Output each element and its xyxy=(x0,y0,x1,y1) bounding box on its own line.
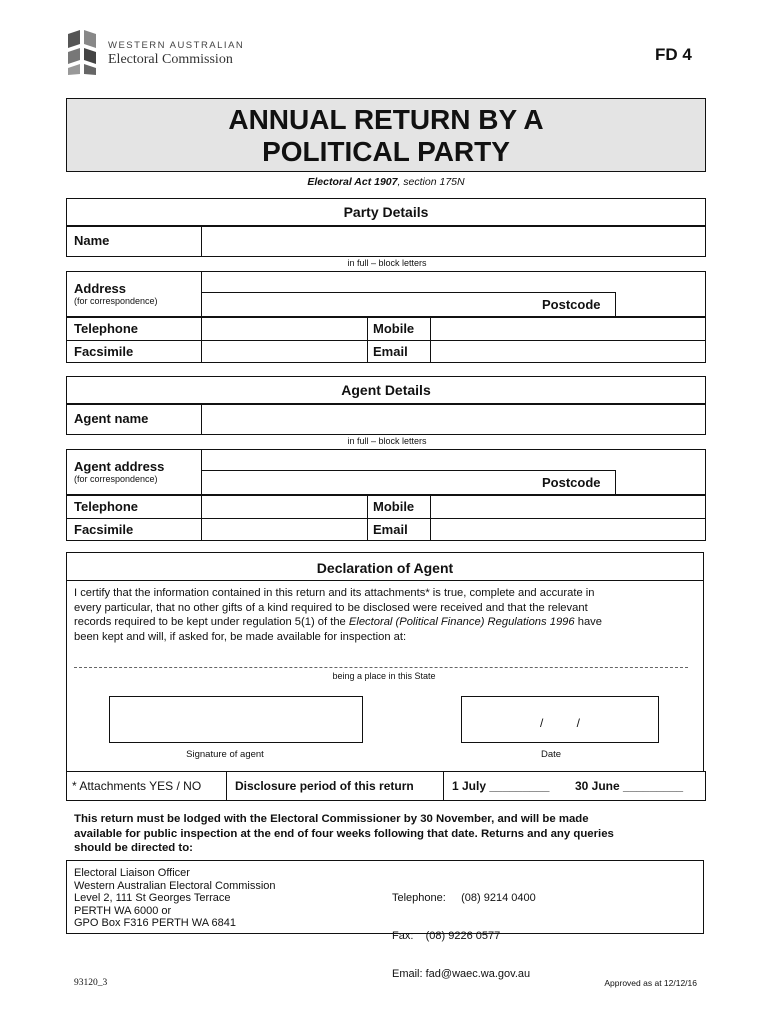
contact-fax: Fax: (08) 9226 0577 xyxy=(392,929,501,942)
agent-email-field[interactable] xyxy=(431,519,705,540)
party-postcode-field[interactable] xyxy=(616,293,705,316)
party-name-hint: in full – block letters xyxy=(347,258,427,268)
agent-details-heading: Agent Details xyxy=(341,382,431,398)
party-mobile-field[interactable] xyxy=(431,318,705,340)
declaration-line-3 xyxy=(74,615,698,630)
regulations-title: Electoral (Political Finance) Regulations 1996 xyxy=(348,616,575,629)
inspection-place-hint: being a place in this State xyxy=(332,671,436,681)
act-reference xyxy=(66,176,706,188)
page-title-line1: ANNUAL RETURN BY A xyxy=(228,104,544,135)
form-code: FD 4 xyxy=(655,45,692,64)
agent-postcode-field[interactable] xyxy=(616,471,705,494)
party-postcode-label: Postcode xyxy=(542,297,601,312)
party-mobile-label: Mobile xyxy=(373,321,415,336)
contact-address-line: Western Australian Electoral Commission xyxy=(74,879,276,892)
contact-address-line: GPO Box F316 PERTH WA 6841 xyxy=(74,917,237,930)
org-name-line1: WESTERN AUSTRALIAN xyxy=(108,40,245,51)
declaration-line-1: I certify that the information contained in this return and its attachments* is true, complete and accurate in xyxy=(74,587,595,599)
party-email-field[interactable] xyxy=(431,341,705,362)
waec-logo-icon xyxy=(68,30,98,75)
date-separators: / / xyxy=(539,716,580,730)
agent-facsimile-label: Facsimile xyxy=(74,522,134,537)
declaration-heading: Declaration of Agent xyxy=(316,560,454,576)
party-details-heading: Party Details xyxy=(343,204,429,220)
contact-address xyxy=(74,867,276,930)
signature-box[interactable] xyxy=(109,696,363,743)
declaration-line-3b: have xyxy=(574,616,602,629)
lodgement-notice xyxy=(74,812,704,856)
party-facsimile-field[interactable] xyxy=(202,341,367,362)
date-label: Date xyxy=(540,749,562,760)
party-telephone-field[interactable] xyxy=(202,318,367,340)
act-name: Electoral Act 1907 xyxy=(307,176,398,188)
party-telephone-label: Telephone xyxy=(74,321,139,336)
contact-numbers xyxy=(392,867,536,993)
party-email-label: Email xyxy=(373,344,408,359)
agent-telephone-field[interactable] xyxy=(202,496,367,518)
declaration-line-4: been kept and will, if asked for, be made available for inspection at: xyxy=(74,630,407,643)
declaration-line-3a: records required to be kept under regulation 5(1) of the xyxy=(74,616,349,629)
notice-line-1: This return must be lodged with the Electoral Commissioner by 30 November, and will be made xyxy=(74,813,589,825)
act-section: , section 175N xyxy=(397,176,465,188)
waec-logo xyxy=(68,30,98,75)
party-address-label: Address xyxy=(74,281,127,296)
declaration-text xyxy=(74,586,698,644)
party-name-field[interactable] xyxy=(202,227,705,256)
period-to[interactable]: 30 June _________ xyxy=(575,779,684,793)
notice-line-3: should be directed to: xyxy=(74,842,193,854)
signature-label: Signature of agent xyxy=(186,749,264,760)
contact-telephone: Telephone: (08) 9214 0400 xyxy=(392,892,536,905)
footer-approved: Approved as at 12/12/16 xyxy=(604,978,697,988)
agent-name-field[interactable] xyxy=(202,405,705,434)
agent-name-label: Agent name xyxy=(74,411,149,426)
inspection-place-field[interactable] xyxy=(74,652,688,668)
party-address-field[interactable] xyxy=(202,272,705,292)
contact-email[interactable]: Email: fad@waec.wa.gov.au xyxy=(392,967,531,980)
period-from[interactable]: 1 July _________ xyxy=(452,779,550,793)
notice-line-2: available for public inspection at the end of four weeks following that date. Returns and any queries xyxy=(74,827,614,840)
party-name-label: Name xyxy=(74,233,110,248)
agent-telephone-label: Telephone xyxy=(74,499,139,514)
contact-address-line: Electoral Liaison Officer xyxy=(74,867,190,879)
agent-mobile-label: Mobile xyxy=(373,499,415,514)
agent-facsimile-field[interactable] xyxy=(202,519,367,540)
attachments-yes-no[interactable]: * Attachments YES / NO xyxy=(72,779,202,793)
agent-mobile-field[interactable] xyxy=(431,496,705,518)
agent-address-field[interactable] xyxy=(202,450,705,470)
agent-address-sub: (for correspondence) xyxy=(74,474,158,484)
party-facsimile-label: Facsimile xyxy=(74,344,134,359)
agent-email-label: Email xyxy=(373,522,408,537)
agent-postcode-label: Postcode xyxy=(542,475,601,490)
contact-address-line: PERTH WA 6000 or xyxy=(74,904,172,917)
page-title-line2: POLITICAL PARTY xyxy=(262,136,510,167)
agent-name-hint: in full – block letters xyxy=(347,436,427,446)
party-address-sub: (for correspondence) xyxy=(74,296,158,306)
disclosure-period-label: Disclosure period of this return xyxy=(235,779,414,793)
footer-code: 93120_3 xyxy=(74,978,108,988)
contact-address-line: Level 2, 111 St Georges Terrace xyxy=(74,892,231,905)
declaration-line-2: every particular, that no other gifts of a kind required to be disclosed were received and that the relevant xyxy=(74,601,588,614)
agent-address-label: Agent address xyxy=(74,459,165,474)
org-name-line2: Electoral Commission xyxy=(108,52,233,67)
